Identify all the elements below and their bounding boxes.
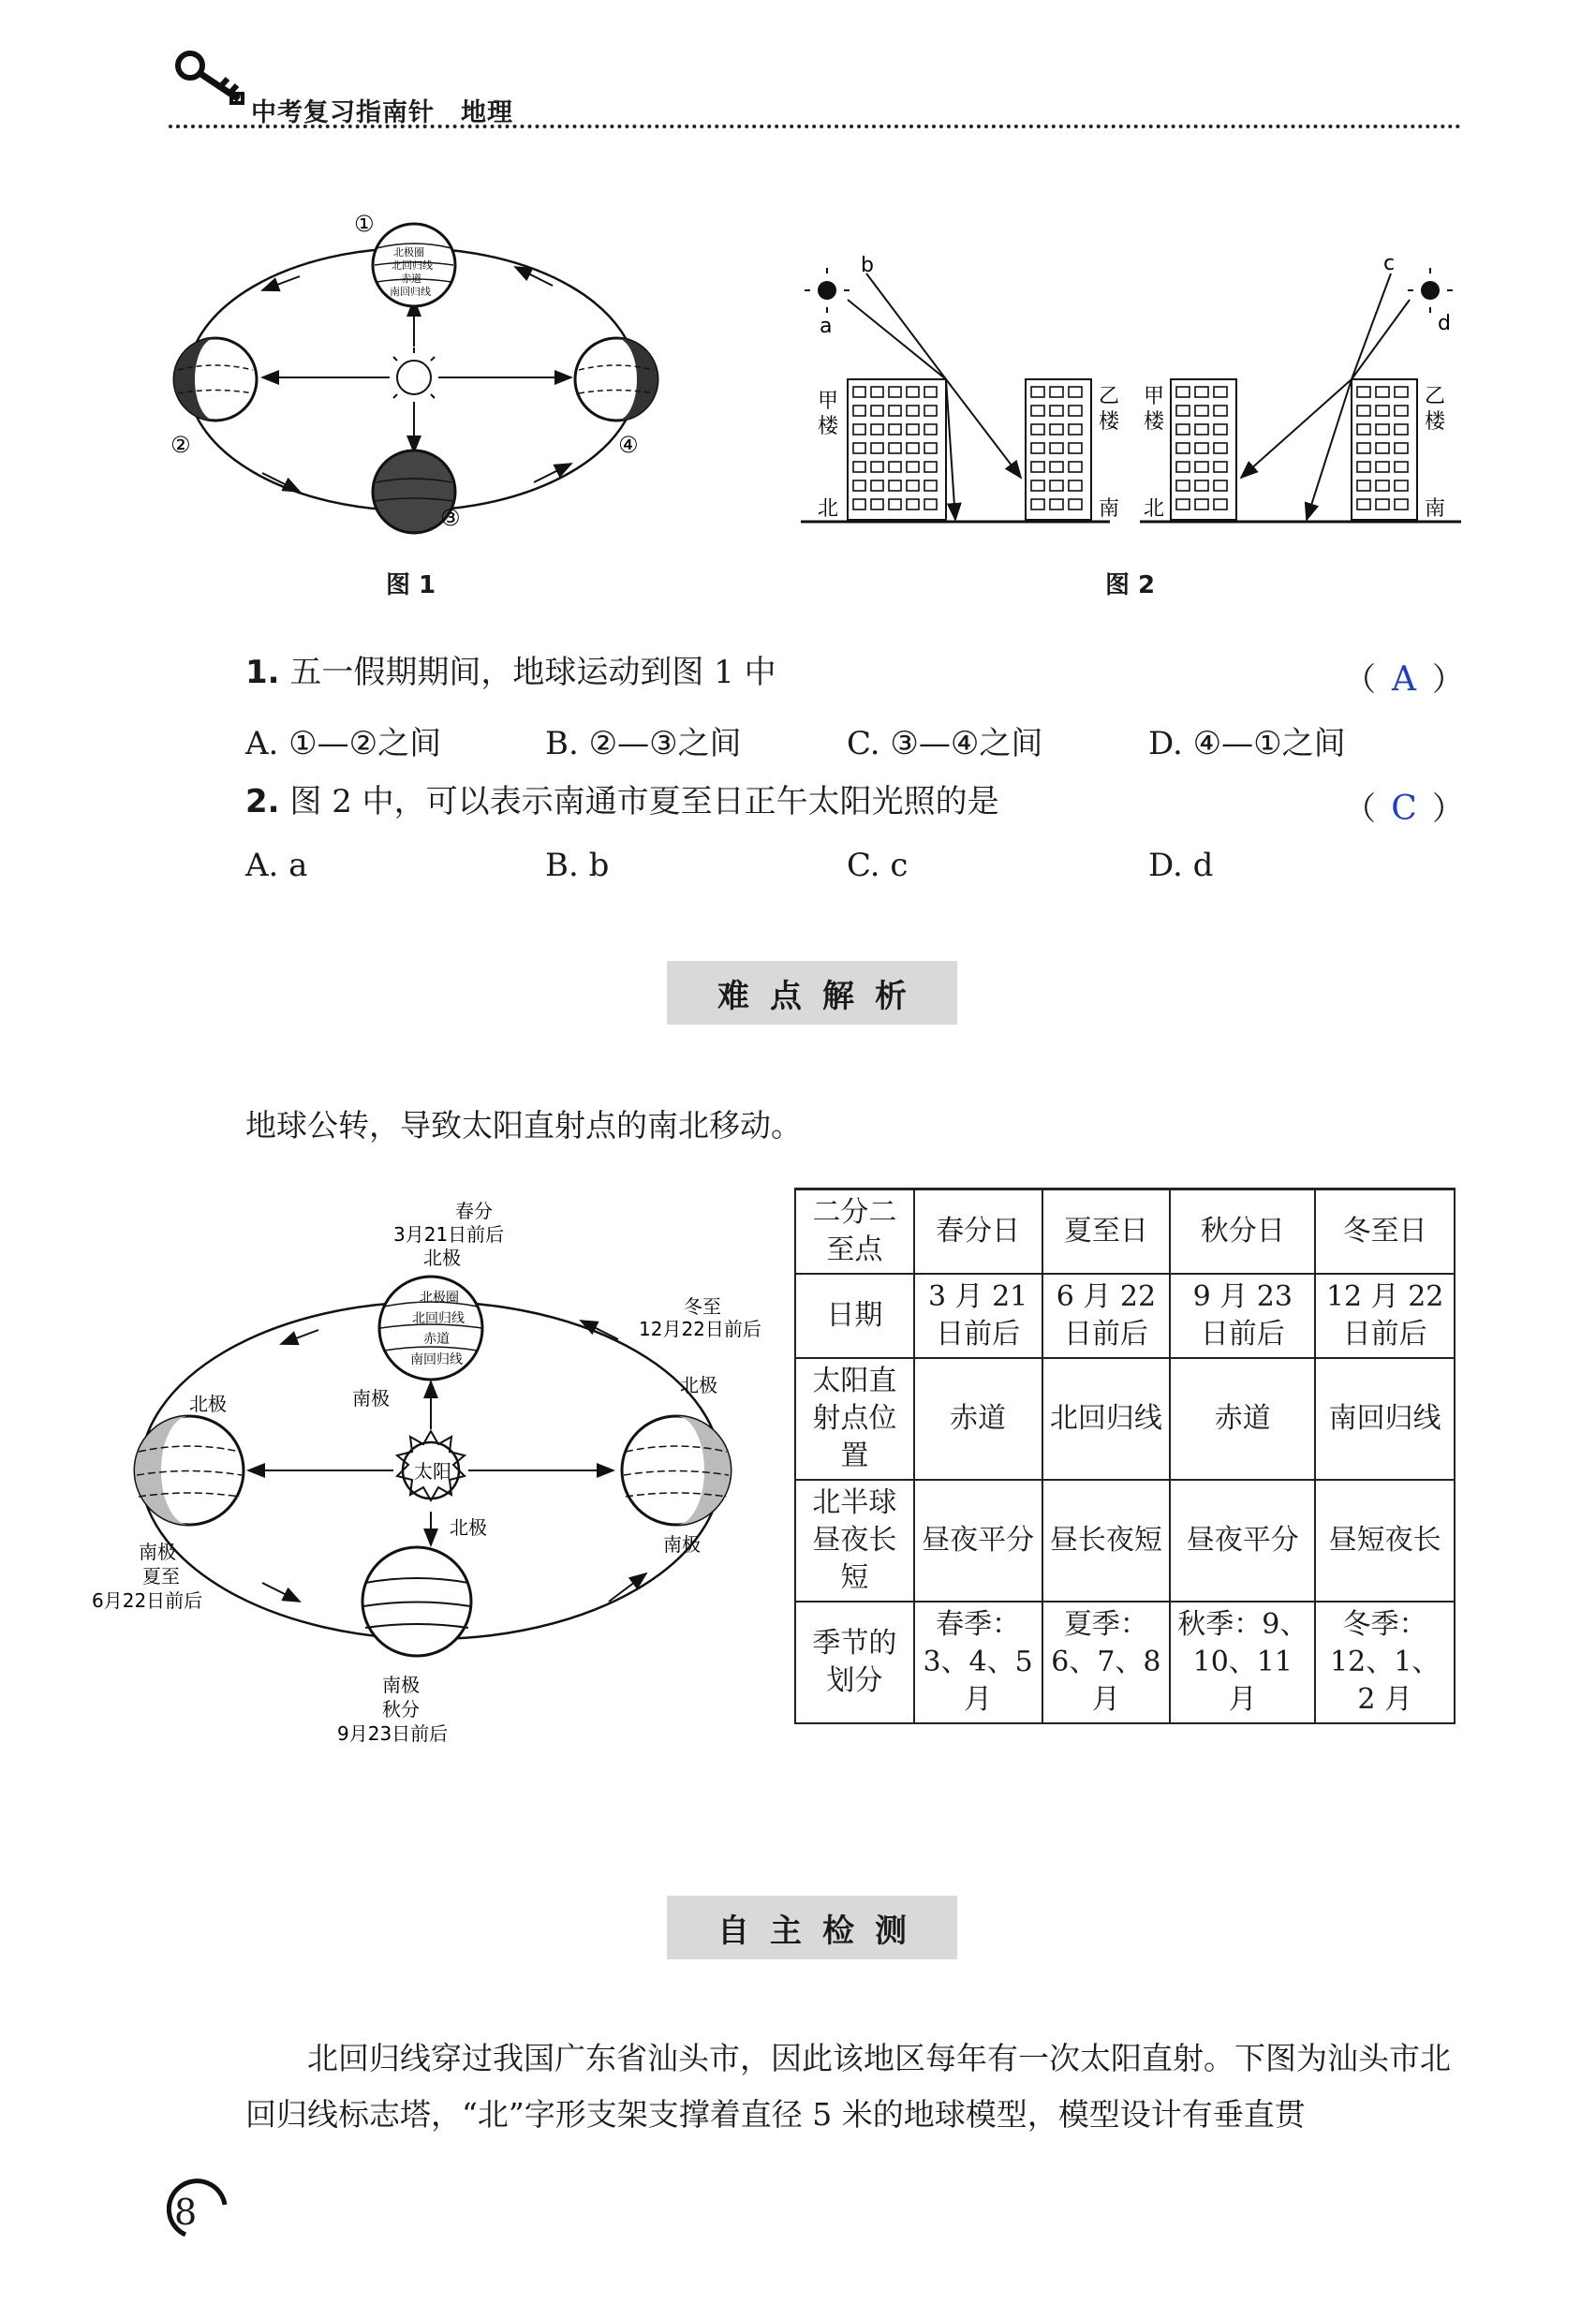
section-intro: 地球公转，导致太阳直射点的南北移动。 bbox=[245, 1107, 802, 1144]
header-divider bbox=[169, 125, 1461, 128]
answer-box-1: （ A ） bbox=[1344, 660, 1464, 699]
figure-1-label: 图 1 bbox=[386, 571, 436, 599]
fig2-label-a: a bbox=[820, 315, 833, 338]
section-banner-difficulty: 难点解析 bbox=[667, 961, 957, 1025]
fig2-jia: 楼 bbox=[1144, 410, 1165, 434]
orbit-right-south: 南极 bbox=[663, 1533, 701, 1556]
table-cell: 昼长夜短 bbox=[1042, 1480, 1171, 1602]
orbit-diagram bbox=[84, 1189, 777, 1770]
fig2-jia: 甲 bbox=[818, 390, 839, 413]
orbit-left-name: 夏至 bbox=[142, 1565, 180, 1588]
table-cell: 秋季：9、10、11 月 bbox=[1170, 1602, 1315, 1723]
table-row bbox=[795, 1602, 1455, 1723]
table-cell: 夏季：6、7、8 月 bbox=[1042, 1602, 1171, 1723]
option: A. ①—②之间 bbox=[245, 725, 442, 762]
fig2-yi: 乙 bbox=[1425, 385, 1446, 408]
option: A. a bbox=[245, 847, 308, 884]
fig1-line-label: 南回归线 bbox=[390, 286, 431, 298]
orbit-top-date: 3月21日前后 bbox=[393, 1223, 505, 1246]
section-banner-self-test: 自主检测 bbox=[667, 1896, 957, 1959]
fig2-label-d: d bbox=[1438, 312, 1451, 335]
table-row bbox=[795, 1274, 1455, 1358]
orbit-line-label: 赤道 bbox=[423, 1332, 450, 1347]
orbit-line-label: 北极圈 bbox=[420, 1291, 459, 1306]
header-title: 中考复习指南针 地理 bbox=[251, 98, 513, 127]
option: C. c bbox=[847, 847, 909, 884]
figure-1-orbit bbox=[159, 211, 684, 548]
table-cell: 3 月 21 日前后 bbox=[914, 1274, 1042, 1358]
fig1-marker-3: ③ bbox=[440, 505, 461, 531]
orbit-top-south: 南极 bbox=[352, 1387, 390, 1410]
orbit-bottom-date: 9月23日前后 bbox=[337, 1722, 449, 1745]
fig1-line-label: 北回归线 bbox=[392, 259, 433, 272]
orbit-bottom-south: 南极 bbox=[382, 1674, 420, 1696]
table-header-row bbox=[795, 1189, 1455, 1275]
fig1-marker-1: ① bbox=[354, 211, 375, 237]
fig2-jia: 甲 bbox=[1144, 385, 1165, 408]
answer-value: C bbox=[1391, 790, 1417, 828]
sun-label: 太阳 bbox=[414, 1460, 451, 1483]
key-icon bbox=[173, 45, 248, 111]
answer-value: A bbox=[1392, 660, 1416, 699]
seasons-table bbox=[794, 1188, 1456, 1724]
table-cell: 冬季：12、1、2 月 bbox=[1315, 1602, 1455, 1723]
table-cell: 12 月 22 日前后 bbox=[1315, 1274, 1455, 1358]
passage-text: 北回归线穿过我国广东省汕头市，因此该地区每年有一次太阳直射。下图为汕头市北回归线标志塔，“北”字形支架支撑着直径 5 米的地球模型，模型设计有垂直贯 bbox=[245, 2040, 1451, 2133]
table-cell: 季节的划分 bbox=[795, 1602, 914, 1723]
table-cell: 冬至日 bbox=[1315, 1189, 1455, 1275]
question-text: 图 2 中，可以表示南通市夏至日正午太阳光照的是 bbox=[289, 783, 999, 820]
fig2-yi: 乙 bbox=[1099, 385, 1120, 408]
table-cell: 二分二至点 bbox=[795, 1189, 914, 1275]
fig1-marker-2: ② bbox=[170, 432, 191, 458]
fig1-line-label: 赤道 bbox=[401, 273, 421, 285]
option: D. ④—①之间 bbox=[1148, 725, 1346, 762]
question-text: 五一假期期间，地球运动到图 1 中 bbox=[289, 654, 776, 691]
figure-2-buildings bbox=[801, 253, 1466, 534]
table-cell: 6 月 22 日前后 bbox=[1042, 1274, 1171, 1358]
orbit-right-name: 冬至 bbox=[684, 1295, 721, 1318]
option: B. b bbox=[545, 847, 610, 884]
option: B. ②—③之间 bbox=[545, 725, 742, 762]
fig2-north: 北 bbox=[1144, 497, 1165, 521]
option: C. ③—④之间 bbox=[847, 725, 1043, 762]
table-cell: 南回归线 bbox=[1315, 1358, 1455, 1480]
table-cell: 昼夜平分 bbox=[914, 1480, 1042, 1602]
orbit-left-north: 北极 bbox=[189, 1393, 227, 1415]
option: D. d bbox=[1148, 847, 1214, 884]
table-cell: 日期 bbox=[795, 1274, 914, 1358]
question-2 bbox=[245, 783, 999, 820]
fig2-yi: 楼 bbox=[1099, 410, 1120, 434]
table-cell: 9 月 23 日前后 bbox=[1170, 1274, 1315, 1358]
fig2-panel-left bbox=[801, 254, 1120, 522]
table-cell: 赤道 bbox=[914, 1358, 1042, 1480]
table-cell: 赤道 bbox=[1170, 1358, 1315, 1480]
table-cell: 秋分日 bbox=[1170, 1189, 1315, 1275]
fig2-yi: 楼 bbox=[1425, 410, 1446, 434]
orbit-line-label: 北回归线 bbox=[412, 1311, 465, 1326]
orbit-right-date: 12月22日前后 bbox=[639, 1318, 761, 1340]
answer-box-2: （ C ） bbox=[1344, 790, 1464, 828]
fig2-south: 南 bbox=[1099, 497, 1120, 521]
orbit-left-south: 南极 bbox=[139, 1541, 176, 1563]
fig2-north: 北 bbox=[818, 497, 839, 521]
table-cell: 太阳直射点位置 bbox=[795, 1358, 914, 1480]
fig1-marker-4: ④ bbox=[618, 432, 639, 458]
orbit-top-name: 春分 bbox=[455, 1200, 493, 1222]
orbit-bottom-north: 北极 bbox=[450, 1516, 487, 1539]
question-number: 2. bbox=[245, 783, 280, 820]
table-cell: 昼夜平分 bbox=[1170, 1480, 1315, 1602]
figure-2-label: 图 2 bbox=[1105, 571, 1156, 599]
table-cell: 夏至日 bbox=[1042, 1189, 1171, 1275]
orbit-right-north: 北极 bbox=[680, 1374, 717, 1396]
table-row bbox=[795, 1358, 1455, 1480]
fig2-jia: 楼 bbox=[818, 415, 839, 438]
fig2-label-c: c bbox=[1383, 253, 1396, 275]
orbit-line-label: 南回归线 bbox=[410, 1352, 463, 1367]
fig2-south: 南 bbox=[1425, 497, 1446, 521]
table-row bbox=[795, 1480, 1455, 1602]
table-cell: 北半球昼夜长短 bbox=[795, 1480, 914, 1602]
orbit-left-date: 6月22日前后 bbox=[92, 1589, 203, 1612]
question-1 bbox=[245, 654, 776, 691]
table-cell: 春分日 bbox=[914, 1189, 1042, 1275]
orbit-top-north: 北极 bbox=[423, 1247, 461, 1269]
page-number: 8 bbox=[174, 2192, 198, 2233]
fig2-label-b: b bbox=[861, 254, 874, 277]
table-cell: 北回归线 bbox=[1042, 1358, 1171, 1480]
fig1-line-label: 北极圈 bbox=[393, 246, 424, 258]
orbit-bottom-name: 秋分 bbox=[382, 1698, 420, 1721]
table-cell: 昼短夜长 bbox=[1315, 1480, 1455, 1602]
question-number: 1. bbox=[245, 654, 280, 691]
table-cell: 春季：3、4、5 月 bbox=[914, 1602, 1042, 1723]
